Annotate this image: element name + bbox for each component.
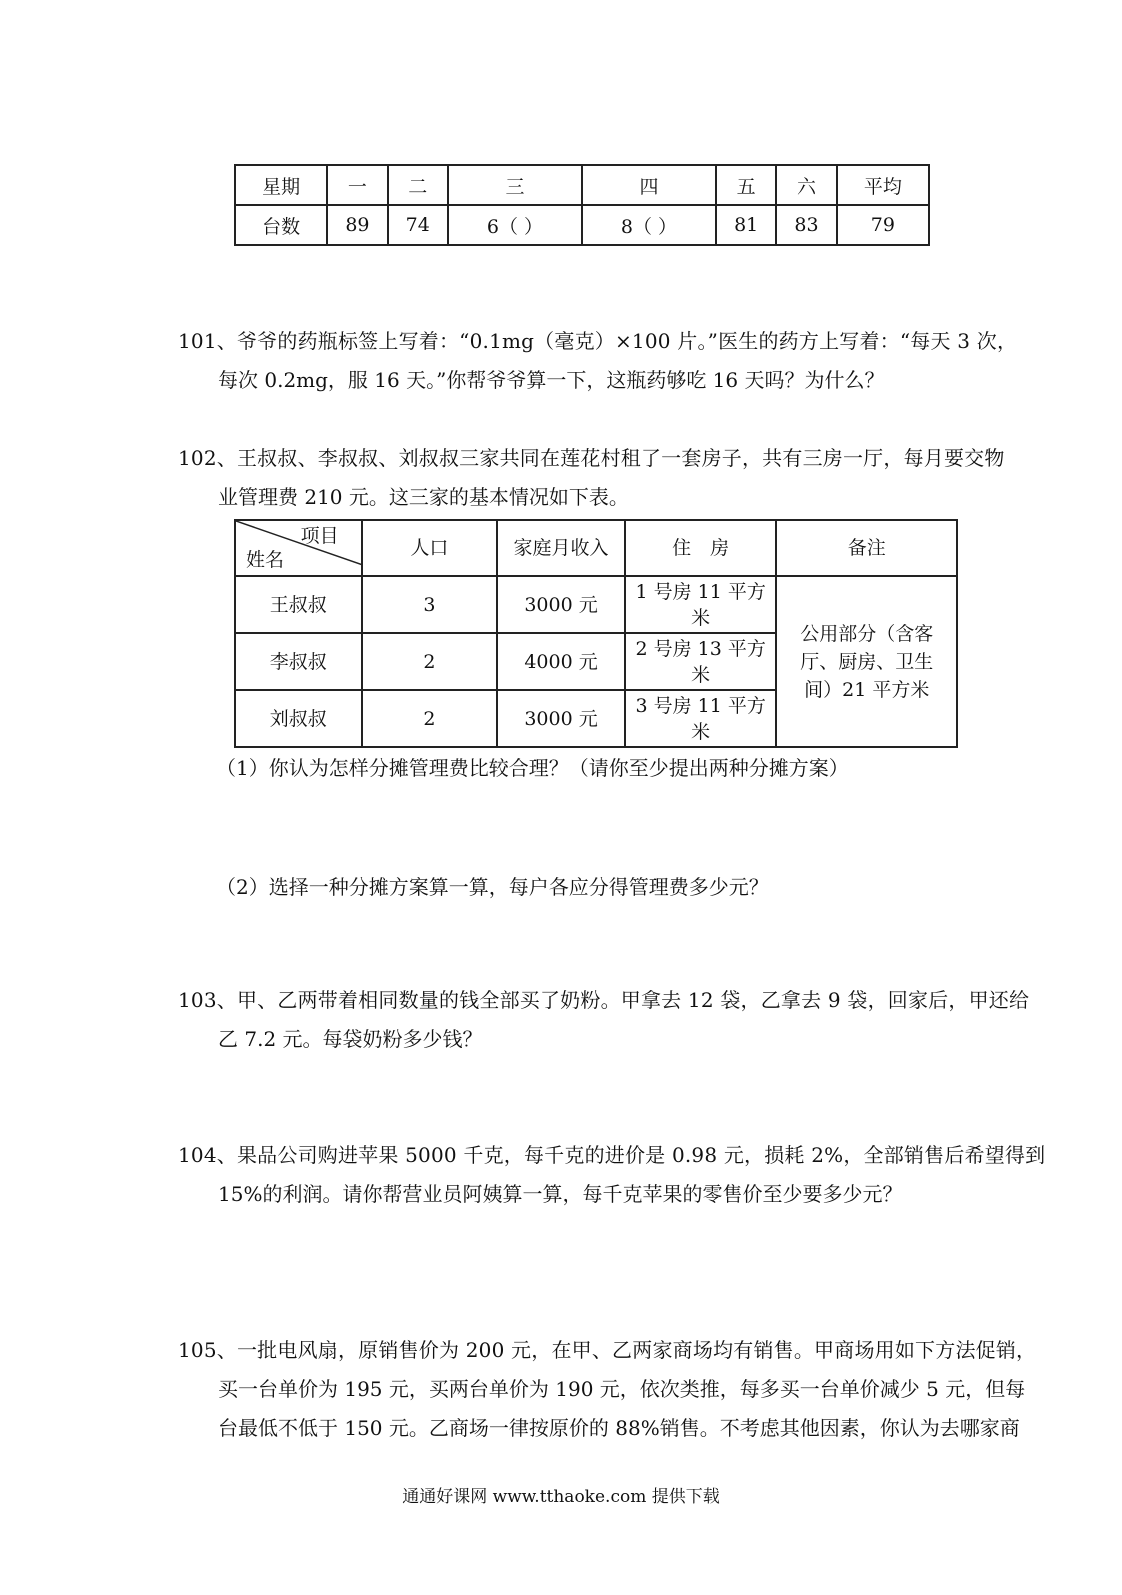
question-105 — [178, 1331, 1053, 1448]
table-cell: 6（ ） — [448, 205, 582, 245]
question-103 — [178, 981, 1053, 1059]
table-cell — [625, 690, 777, 747]
table-cell: 4000 元 — [497, 633, 625, 690]
page-footer: 通通好课网 www.tthaoke.com 提供下载 — [402, 1487, 720, 1507]
table-row — [235, 205, 929, 245]
table-header: 住 房 — [625, 520, 777, 576]
question-104 — [178, 1136, 1053, 1214]
question-text: 101、爷爷的药瓶标签上写着：“0.1mg（毫克）×100 片。”医生的药方上写着：“每天 3 次， — [178, 329, 1018, 353]
table-cell: 二 — [388, 165, 448, 205]
table-cell: 3 — [362, 576, 498, 633]
note-cell — [776, 576, 957, 747]
room-text: 米 — [691, 606, 711, 629]
diagonal-header-cell — [235, 520, 362, 576]
table-cell: 李叔叔 — [235, 633, 362, 690]
sub-question-1: （1）你认为怎样分摊管理费比较合理？（请你至少提出两种分摊方案） — [216, 756, 849, 780]
corner-label-item: 项目 — [300, 525, 339, 547]
table-cell: 五 — [716, 165, 776, 205]
question-text: 102、王叔叔、李叔叔、刘叔叔三家共同在莲花村租了一套房子，共有三房一厅，每月要交物 — [178, 446, 1005, 470]
table-cell: 台数 — [235, 205, 327, 245]
table-cell: 83 — [776, 205, 836, 245]
question-text: 业管理费 210 元。这三家的基本情况如下表。 — [218, 485, 629, 509]
question-text: 103、甲、乙两带着相同数量的钱全部买了奶粉。甲拿去 12 袋，乙拿去 9 袋，回家后，甲还给 — [178, 988, 1030, 1012]
table-cell: 3000 元 — [497, 576, 625, 633]
table-cell: 刘叔叔 — [235, 690, 362, 747]
table-cell: 89 — [327, 205, 387, 245]
table-cell: 星期 — [235, 165, 327, 205]
room-text: 1 号房 11 平方 — [635, 580, 766, 603]
question-text: 乙 7.2 元。每袋奶粉多少钱？ — [218, 1027, 483, 1051]
question-text: 台最低不低于 150 元。乙商场一律按原价的 88%销售。不考虑其他因素，你认为去哪家商 — [218, 1416, 1020, 1440]
corner-label-name: 姓名 — [246, 549, 285, 571]
table-cell: 8（ ） — [582, 205, 716, 245]
table-header: 备注 — [776, 520, 957, 576]
table-cell: 3000 元 — [497, 690, 625, 747]
question-text: 买一台单价为 195 元，买两台单价为 190 元，依次类推，每多买一台单价减少 5 元，但每 — [218, 1377, 1026, 1401]
table-cell: 王叔叔 — [235, 576, 362, 633]
question-101 — [178, 322, 1053, 400]
question-text: 每次 0.2mg，服 16 天。”你帮爷爷算一下，这瓶药够吃 16 天吗？为什么？ — [218, 368, 885, 392]
table-cell: 79 — [837, 205, 929, 245]
note-text: 间）21 平方米 — [804, 678, 930, 701]
table-cell: 74 — [388, 205, 448, 245]
weekly-sales-table — [234, 164, 930, 246]
table-cell: 六 — [776, 165, 836, 205]
table-cell: 81 — [716, 205, 776, 245]
table-cell: 一 — [327, 165, 387, 205]
question-text: 15%的利润。请你帮营业员阿姨算一算，每千克苹果的零售价至少要多少元？ — [218, 1182, 903, 1206]
table-row — [235, 520, 957, 576]
room-text: 米 — [691, 720, 711, 743]
room-text: 2 号房 13 平方 — [635, 637, 766, 660]
table-cell — [625, 633, 777, 690]
question-text: 104、果品公司购进苹果 5000 千克，每千克的进价是 0.98 元，损耗 2%，全部销售后希望得到 — [178, 1143, 1046, 1167]
room-text: 米 — [691, 663, 711, 686]
table-header: 人口 — [362, 520, 498, 576]
question-text: 105、一批电风扇，原销售价为 200 元，在甲、乙两家商场均有销售。甲商场用如下方法促销， — [178, 1338, 1037, 1362]
table-cell: 2 — [362, 690, 498, 747]
note-text: 厅、厨房、卫生 — [800, 650, 934, 673]
sub-question-2: （2）选择一种分摊方案算一算，每户各应分得管理费多少元？ — [216, 875, 769, 899]
table-cell: 四 — [582, 165, 716, 205]
note-text: 公用部分（含客 — [800, 622, 934, 645]
room-text: 3 号房 11 平方 — [635, 694, 766, 717]
table-header: 家庭月收入 — [497, 520, 625, 576]
question-102 — [178, 439, 1053, 517]
table-row — [235, 165, 929, 205]
table-cell: 平均 — [837, 165, 929, 205]
family-info-table — [234, 519, 958, 748]
table-cell — [625, 576, 777, 633]
table-row — [235, 576, 957, 633]
table-cell: 三 — [448, 165, 582, 205]
table-cell: 2 — [362, 633, 498, 690]
